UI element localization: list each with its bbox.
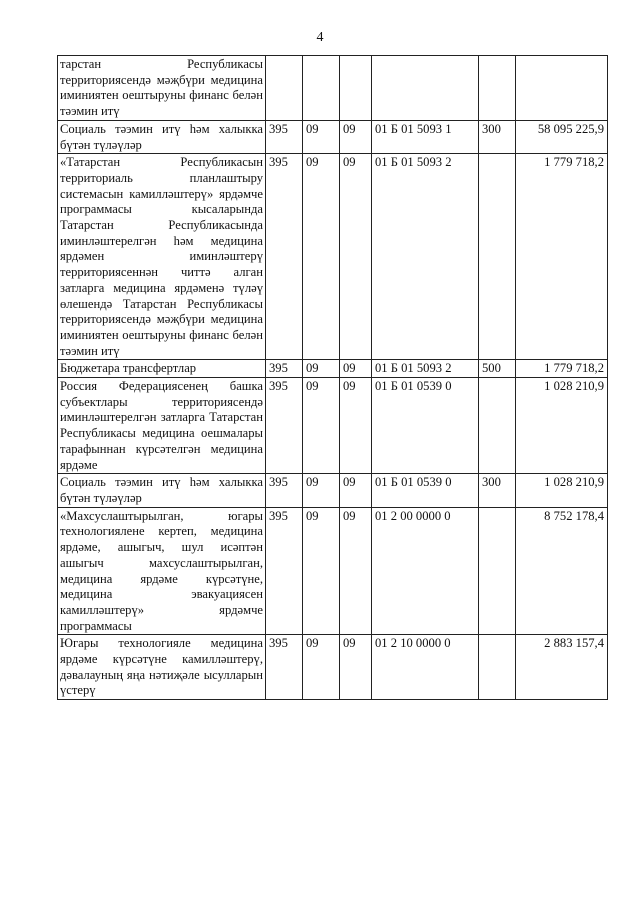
subsection-code-cell: 09 bbox=[340, 360, 372, 378]
row-name-cell: «Татарстан Республикасын территориаль планлаштыру системасын камилләштерү» ярдәмче программасы кысаларында Татарстан Республикасында иминләштерелгән һәм медицина ярдәмен иминләштерү территориясеннән читтә алган затларга медицина ярдәменә түләү өлешендә Татарстан Республикасы территориясендә мәҗбүри медицина иминиятен оештыруны финанс белән тәэмин итү bbox=[58, 154, 266, 360]
amount-cell: 1 779 718,2 bbox=[516, 154, 608, 360]
row-name-cell: Социаль тәэмин итү һәм халыкка бүтән түләүләр bbox=[58, 120, 266, 153]
subsection-code-cell bbox=[340, 56, 372, 121]
section-code-cell bbox=[303, 56, 340, 121]
expense-type-cell: 300 bbox=[479, 474, 516, 507]
expense-type-cell bbox=[479, 56, 516, 121]
expense-type-cell: 500 bbox=[479, 360, 516, 378]
amount-cell: 58 095 225,9 bbox=[516, 120, 608, 153]
row-name-cell: Россия Федерациясенең башка субъектлары территориясендә иминләштерелгән затларга Татарстан Республикасы медицина оешмалары тарафыннан күрсәтелгән медицина ярдәме bbox=[58, 378, 266, 474]
page-number: 4 bbox=[316, 30, 324, 45]
section-code-cell: 09 bbox=[303, 154, 340, 360]
subsection-code-cell: 09 bbox=[340, 120, 372, 153]
target-article-cell: 01 2 00 0000 0 bbox=[372, 507, 479, 635]
section-code-cell: 09 bbox=[303, 378, 340, 474]
ministry-code-cell: 395 bbox=[266, 154, 303, 360]
budget-table bbox=[57, 55, 608, 700]
row-name-cell: «Махсуслаштырылган, югары технологиялене кертеп, медицина ярдәме, ашыгыч, шул исәптән ашыгыч махсуслаштырылган, медицина ярдәме күрсәтүне, медицина эвакуациясен камилләштерү» ярдәмче программасы bbox=[58, 507, 266, 635]
section-code-cell: 09 bbox=[303, 120, 340, 153]
ministry-code-cell: 395 bbox=[266, 474, 303, 507]
table-row bbox=[58, 120, 608, 153]
amount-cell: 8 752 178,4 bbox=[516, 507, 608, 635]
target-article-cell: 01 Б 01 0539 0 bbox=[372, 378, 479, 474]
target-article-cell: 01 Б 01 5093 2 bbox=[372, 360, 479, 378]
section-code-cell: 09 bbox=[303, 474, 340, 507]
section-code-cell: 09 bbox=[303, 635, 340, 700]
expense-type-cell bbox=[479, 635, 516, 700]
table-row bbox=[58, 360, 608, 378]
subsection-code-cell: 09 bbox=[340, 474, 372, 507]
table-row bbox=[58, 56, 608, 121]
section-code-cell: 09 bbox=[303, 360, 340, 378]
target-article-cell: 01 Б 01 5093 2 bbox=[372, 154, 479, 360]
ministry-code-cell: 395 bbox=[266, 360, 303, 378]
table-row bbox=[58, 507, 608, 635]
amount-cell: 2 883 157,4 bbox=[516, 635, 608, 700]
expense-type-cell: 300 bbox=[479, 120, 516, 153]
table-row bbox=[58, 635, 608, 700]
ministry-code-cell: 395 bbox=[266, 378, 303, 474]
expense-type-cell bbox=[479, 378, 516, 474]
ministry-code-cell bbox=[266, 56, 303, 121]
target-article-cell: 01 Б 01 5093 1 bbox=[372, 120, 479, 153]
ministry-code-cell: 395 bbox=[266, 507, 303, 635]
row-name-cell: Бюджетара трансфертлар bbox=[58, 360, 266, 378]
target-article-cell: 01 Б 01 0539 0 bbox=[372, 474, 479, 507]
row-name-cell: тарстан Республикасы территориясендә мәҗбүри медицина иминиятен оештыруны финанс белән тәэмин итү bbox=[58, 56, 266, 121]
target-article-cell: 01 2 10 0000 0 bbox=[372, 635, 479, 700]
subsection-code-cell: 09 bbox=[340, 635, 372, 700]
amount-cell bbox=[516, 56, 608, 121]
target-article-cell bbox=[372, 56, 479, 121]
table-row bbox=[58, 474, 608, 507]
row-name-cell: Социаль тәэмин итү һәм халыкка бүтән түләүләр bbox=[58, 474, 266, 507]
table-row bbox=[58, 154, 608, 360]
subsection-code-cell: 09 bbox=[340, 154, 372, 360]
ministry-code-cell: 395 bbox=[266, 120, 303, 153]
expense-type-cell bbox=[479, 154, 516, 360]
table-row bbox=[58, 378, 608, 474]
subsection-code-cell: 09 bbox=[340, 378, 372, 474]
expense-type-cell bbox=[479, 507, 516, 635]
amount-cell: 1 028 210,9 bbox=[516, 378, 608, 474]
row-name-cell: Югары технологияле медицина ярдәме күрсәтүне камилләштерү, дәвалауның яңа нәтиҗәле ысулларын үстерү bbox=[58, 635, 266, 700]
amount-cell: 1 779 718,2 bbox=[516, 360, 608, 378]
ministry-code-cell: 395 bbox=[266, 635, 303, 700]
amount-cell: 1 028 210,9 bbox=[516, 474, 608, 507]
section-code-cell: 09 bbox=[303, 507, 340, 635]
subsection-code-cell: 09 bbox=[340, 507, 372, 635]
